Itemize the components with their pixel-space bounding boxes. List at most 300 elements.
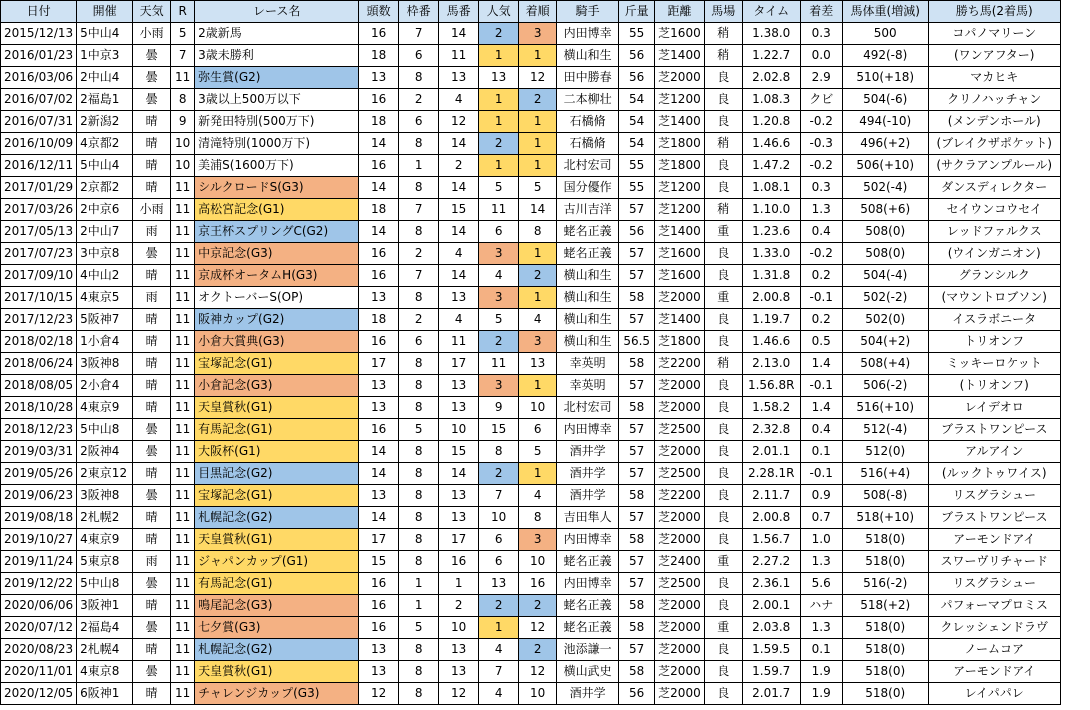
cell-kinryo: 57 bbox=[619, 375, 655, 397]
cell-kinryo: 57 bbox=[619, 639, 655, 661]
cell-race-name: 天皇賞秋(G1) bbox=[195, 397, 359, 419]
cell-date: 2016/07/31 bbox=[1, 111, 77, 133]
cell-margin: -0.1 bbox=[800, 463, 842, 485]
cell-weather: 晴 bbox=[133, 265, 171, 287]
cell-weather: 曇 bbox=[133, 89, 171, 111]
cell-weight: 508(+4) bbox=[842, 353, 928, 375]
cell-race-number: 11 bbox=[171, 243, 195, 265]
cell-finish: 1 bbox=[519, 287, 557, 309]
cell-popularity: 2 bbox=[479, 133, 519, 155]
cell-track: 良 bbox=[704, 309, 742, 331]
cell-venue: 5中山8 bbox=[77, 419, 133, 441]
cell-winner: (マウントロブソン) bbox=[928, 287, 1060, 309]
cell-track: 良 bbox=[704, 397, 742, 419]
cell-popularity: 6 bbox=[479, 551, 519, 573]
table-row bbox=[1, 67, 1061, 89]
cell-race-number: 11 bbox=[171, 375, 195, 397]
cell-track: 良 bbox=[704, 463, 742, 485]
cell-track: 良 bbox=[704, 375, 742, 397]
cell-waku: 8 bbox=[399, 485, 439, 507]
cell-popularity: 3 bbox=[479, 287, 519, 309]
cell-weight: 502(-2) bbox=[842, 287, 928, 309]
cell-race-name: チャレンジカップ(G3) bbox=[195, 683, 359, 705]
cell-distance: 芝2000 bbox=[655, 529, 705, 551]
table-row bbox=[1, 287, 1061, 309]
cell-waku: 8 bbox=[399, 375, 439, 397]
table-row bbox=[1, 419, 1061, 441]
cell-race-name: 札幌記念(G2) bbox=[195, 507, 359, 529]
cell-distance: 芝2000 bbox=[655, 639, 705, 661]
cell-track: 良 bbox=[704, 639, 742, 661]
cell-distance: 芝2200 bbox=[655, 353, 705, 375]
table-row bbox=[1, 441, 1061, 463]
table-row bbox=[1, 199, 1061, 221]
cell-waku: 6 bbox=[399, 45, 439, 67]
cell-heads: 15 bbox=[359, 551, 399, 573]
cell-popularity: 1 bbox=[479, 617, 519, 639]
cell-winner: アーモンドアイ bbox=[928, 661, 1060, 683]
cell-track: 良 bbox=[704, 331, 742, 353]
cell-umaban: 2 bbox=[439, 595, 479, 617]
cell-jockey: 国分優作 bbox=[557, 177, 619, 199]
cell-umaban: 10 bbox=[439, 617, 479, 639]
cell-finish: 13 bbox=[519, 353, 557, 375]
cell-venue: 2新潟2 bbox=[77, 111, 133, 133]
cell-date: 2020/11/01 bbox=[1, 661, 77, 683]
cell-umaban: 13 bbox=[439, 287, 479, 309]
cell-winner: (ルックトゥワイス) bbox=[928, 463, 1060, 485]
table-row bbox=[1, 551, 1061, 573]
cell-distance: 芝2000 bbox=[655, 617, 705, 639]
cell-jockey: 酒井学 bbox=[557, 463, 619, 485]
cell-winner: (ブレイクザポケット) bbox=[928, 133, 1060, 155]
cell-track: 良 bbox=[704, 441, 742, 463]
cell-weather: 晴 bbox=[133, 595, 171, 617]
cell-heads: 16 bbox=[359, 573, 399, 595]
cell-waku: 1 bbox=[399, 155, 439, 177]
cell-kinryo: 57 bbox=[619, 243, 655, 265]
cell-finish: 14 bbox=[519, 199, 557, 221]
cell-distance: 芝2000 bbox=[655, 683, 705, 705]
cell-time: 1.56.7 bbox=[742, 529, 800, 551]
cell-umaban: 11 bbox=[439, 45, 479, 67]
cell-time: 2.00.8 bbox=[742, 507, 800, 529]
cell-winner: ノームコア bbox=[928, 639, 1060, 661]
cell-date: 2015/12/13 bbox=[1, 23, 77, 45]
cell-umaban: 14 bbox=[439, 177, 479, 199]
cell-winner: (メンデンホール) bbox=[928, 111, 1060, 133]
cell-distance: 芝1200 bbox=[655, 177, 705, 199]
cell-margin: 0.3 bbox=[800, 23, 842, 45]
cell-kinryo: 57 bbox=[619, 441, 655, 463]
cell-popularity: 13 bbox=[479, 573, 519, 595]
table-row bbox=[1, 661, 1061, 683]
cell-heads: 16 bbox=[359, 89, 399, 111]
cell-time: 1.46.6 bbox=[742, 133, 800, 155]
cell-winner: コパノマリーン bbox=[928, 23, 1060, 45]
cell-weather: 晴 bbox=[133, 309, 171, 331]
cell-heads: 17 bbox=[359, 353, 399, 375]
cell-waku: 8 bbox=[399, 529, 439, 551]
cell-race-name: 清滝特別(1000万下) bbox=[195, 133, 359, 155]
cell-weight: 518(0) bbox=[842, 661, 928, 683]
cell-race-number: 11 bbox=[171, 661, 195, 683]
cell-umaban: 13 bbox=[439, 397, 479, 419]
cell-date: 2020/08/23 bbox=[1, 639, 77, 661]
cell-margin: 0.4 bbox=[800, 419, 842, 441]
cell-date: 2019/10/27 bbox=[1, 529, 77, 551]
cell-finish: 1 bbox=[519, 111, 557, 133]
cell-weight: 504(-4) bbox=[842, 265, 928, 287]
cell-kinryo: 57 bbox=[619, 419, 655, 441]
cell-venue: 2福島1 bbox=[77, 89, 133, 111]
cell-popularity: 1 bbox=[479, 155, 519, 177]
header-race-number: R bbox=[171, 1, 195, 23]
cell-race-number: 8 bbox=[171, 89, 195, 111]
cell-time: 1.59.7 bbox=[742, 661, 800, 683]
cell-kinryo: 58 bbox=[619, 617, 655, 639]
cell-venue: 2中山7 bbox=[77, 221, 133, 243]
cell-kinryo: 55 bbox=[619, 23, 655, 45]
cell-date: 2016/01/23 bbox=[1, 45, 77, 67]
cell-winner: (ウインガニオン) bbox=[928, 243, 1060, 265]
table-row bbox=[1, 89, 1061, 111]
header-popularity: 人気 bbox=[479, 1, 519, 23]
cell-finish: 8 bbox=[519, 221, 557, 243]
cell-weight: 518(+2) bbox=[842, 595, 928, 617]
cell-margin: 1.9 bbox=[800, 661, 842, 683]
cell-kinryo: 56 bbox=[619, 45, 655, 67]
cell-venue: 4東京9 bbox=[77, 397, 133, 419]
header-distance: 距離 bbox=[655, 1, 705, 23]
cell-kinryo: 58 bbox=[619, 287, 655, 309]
cell-margin: -0.2 bbox=[800, 243, 842, 265]
cell-time: 1.59.5 bbox=[742, 639, 800, 661]
cell-race-name: 3歳以上500万以下 bbox=[195, 89, 359, 111]
cell-winner: グランシルク bbox=[928, 265, 1060, 287]
cell-umaban: 15 bbox=[439, 199, 479, 221]
cell-distance: 芝2400 bbox=[655, 551, 705, 573]
table-header bbox=[1, 1, 1061, 23]
cell-weather: 小雨 bbox=[133, 23, 171, 45]
header-row bbox=[1, 1, 1061, 23]
cell-popularity: 7 bbox=[479, 485, 519, 507]
cell-kinryo: 57 bbox=[619, 463, 655, 485]
cell-weight: 512(-4) bbox=[842, 419, 928, 441]
cell-time: 2.03.8 bbox=[742, 617, 800, 639]
cell-time: 2.27.2 bbox=[742, 551, 800, 573]
cell-heads: 13 bbox=[359, 661, 399, 683]
cell-race-number: 11 bbox=[171, 551, 195, 573]
cell-margin: -0.1 bbox=[800, 375, 842, 397]
cell-winner: イスラボニータ bbox=[928, 309, 1060, 331]
cell-jockey: 内田博幸 bbox=[557, 529, 619, 551]
cell-weight: 496(+2) bbox=[842, 133, 928, 155]
cell-kinryo: 57 bbox=[619, 551, 655, 573]
cell-track: 良 bbox=[704, 265, 742, 287]
cell-time: 1.58.2 bbox=[742, 397, 800, 419]
cell-weather: 曇 bbox=[133, 661, 171, 683]
cell-race-number: 11 bbox=[171, 177, 195, 199]
cell-track: 良 bbox=[704, 661, 742, 683]
cell-jockey: 北村宏司 bbox=[557, 155, 619, 177]
cell-race-number: 11 bbox=[171, 529, 195, 551]
cell-date: 2020/07/12 bbox=[1, 617, 77, 639]
cell-winner: (トリオンフ) bbox=[928, 375, 1060, 397]
cell-winner: レイデオロ bbox=[928, 397, 1060, 419]
cell-popularity: 1 bbox=[479, 89, 519, 111]
cell-race-name: 宝塚記念(G1) bbox=[195, 353, 359, 375]
cell-venue: 1小倉4 bbox=[77, 331, 133, 353]
cell-heads: 13 bbox=[359, 397, 399, 419]
cell-race-name: 3歳未勝利 bbox=[195, 45, 359, 67]
table-row bbox=[1, 265, 1061, 287]
cell-track: 良 bbox=[704, 573, 742, 595]
cell-jockey: 横山和生 bbox=[557, 45, 619, 67]
cell-heads: 13 bbox=[359, 375, 399, 397]
cell-umaban: 14 bbox=[439, 265, 479, 287]
cell-popularity: 5 bbox=[479, 309, 519, 331]
cell-winner: トリオンフ bbox=[928, 331, 1060, 353]
cell-winner: レッドファルクス bbox=[928, 221, 1060, 243]
header-margin: 着差 bbox=[800, 1, 842, 23]
cell-jockey: 横山和生 bbox=[557, 309, 619, 331]
cell-finish: 3 bbox=[519, 529, 557, 551]
header-kinryo: 斤量 bbox=[619, 1, 655, 23]
table-row bbox=[1, 397, 1061, 419]
cell-weight: 518(0) bbox=[842, 551, 928, 573]
cell-umaban: 17 bbox=[439, 353, 479, 375]
cell-venue: 5中山8 bbox=[77, 573, 133, 595]
cell-weight: 506(+10) bbox=[842, 155, 928, 177]
cell-margin: 5.6 bbox=[800, 573, 842, 595]
cell-venue: 2札幌2 bbox=[77, 507, 133, 529]
cell-kinryo: 55 bbox=[619, 177, 655, 199]
cell-time: 2.01.7 bbox=[742, 683, 800, 705]
cell-date: 2017/10/15 bbox=[1, 287, 77, 309]
cell-winner: アーモンドアイ bbox=[928, 529, 1060, 551]
cell-winner: ミッキーロケット bbox=[928, 353, 1060, 375]
cell-race-name: 阪神カップ(G2) bbox=[195, 309, 359, 331]
cell-finish: 1 bbox=[519, 45, 557, 67]
cell-kinryo: 57 bbox=[619, 309, 655, 331]
cell-heads: 16 bbox=[359, 331, 399, 353]
cell-waku: 8 bbox=[399, 463, 439, 485]
cell-waku: 8 bbox=[399, 683, 439, 705]
cell-date: 2019/06/23 bbox=[1, 485, 77, 507]
cell-weight: 494(-10) bbox=[842, 111, 928, 133]
cell-weight: 502(0) bbox=[842, 309, 928, 331]
cell-margin: -0.1 bbox=[800, 287, 842, 309]
cell-weather: 曇 bbox=[133, 485, 171, 507]
cell-race-name: ジャパンカップ(G1) bbox=[195, 551, 359, 573]
cell-finish: 12 bbox=[519, 661, 557, 683]
cell-heads: 14 bbox=[359, 507, 399, 529]
cell-distance: 芝2000 bbox=[655, 661, 705, 683]
cell-heads: 14 bbox=[359, 441, 399, 463]
cell-venue: 4京都2 bbox=[77, 133, 133, 155]
cell-race-name: 七夕賞(G3) bbox=[195, 617, 359, 639]
cell-race-number: 5 bbox=[171, 23, 195, 45]
cell-jockey: 酒井学 bbox=[557, 441, 619, 463]
cell-kinryo: 54 bbox=[619, 89, 655, 111]
cell-waku: 8 bbox=[399, 441, 439, 463]
cell-winner: マカヒキ bbox=[928, 67, 1060, 89]
table-row bbox=[1, 23, 1061, 45]
cell-finish: 2 bbox=[519, 639, 557, 661]
cell-finish: 1 bbox=[519, 133, 557, 155]
cell-distance: 芝2200 bbox=[655, 485, 705, 507]
cell-popularity: 3 bbox=[479, 375, 519, 397]
cell-finish: 10 bbox=[519, 551, 557, 573]
cell-weight: 508(0) bbox=[842, 221, 928, 243]
cell-weight: 508(0) bbox=[842, 243, 928, 265]
cell-heads: 13 bbox=[359, 639, 399, 661]
cell-heads: 16 bbox=[359, 265, 399, 287]
cell-date: 2017/01/29 bbox=[1, 177, 77, 199]
cell-distance: 芝1600 bbox=[655, 243, 705, 265]
header-weight: 馬体重(増減) bbox=[842, 1, 928, 23]
cell-date: 2018/10/28 bbox=[1, 397, 77, 419]
header-jockey: 騎手 bbox=[557, 1, 619, 23]
cell-margin: 1.4 bbox=[800, 353, 842, 375]
cell-heads: 13 bbox=[359, 485, 399, 507]
cell-winner: パフォーマプロミス bbox=[928, 595, 1060, 617]
cell-jockey: 蛯名正義 bbox=[557, 221, 619, 243]
cell-popularity: 6 bbox=[479, 221, 519, 243]
cell-umaban: 10 bbox=[439, 419, 479, 441]
cell-distance: 芝2000 bbox=[655, 507, 705, 529]
cell-weather: 晴 bbox=[133, 375, 171, 397]
table-row bbox=[1, 133, 1061, 155]
cell-jockey: 古川吉洋 bbox=[557, 199, 619, 221]
header-venue: 開催 bbox=[77, 1, 133, 23]
cell-margin: 1.3 bbox=[800, 199, 842, 221]
cell-margin: 1.4 bbox=[800, 397, 842, 419]
cell-venue: 3阪神8 bbox=[77, 485, 133, 507]
cell-heads: 14 bbox=[359, 133, 399, 155]
cell-race-name: 小倉大賞典(G3) bbox=[195, 331, 359, 353]
cell-finish: 2 bbox=[519, 89, 557, 111]
cell-popularity: 2 bbox=[479, 331, 519, 353]
cell-race-number: 11 bbox=[171, 67, 195, 89]
cell-umaban: 14 bbox=[439, 133, 479, 155]
cell-margin: 0.1 bbox=[800, 639, 842, 661]
cell-weather: 晴 bbox=[133, 353, 171, 375]
cell-race-name: 小倉記念(G3) bbox=[195, 375, 359, 397]
cell-waku: 8 bbox=[399, 639, 439, 661]
cell-weather: 曇 bbox=[133, 441, 171, 463]
cell-margin: 0.9 bbox=[800, 485, 842, 507]
cell-date: 2017/07/23 bbox=[1, 243, 77, 265]
cell-heads: 16 bbox=[359, 23, 399, 45]
cell-waku: 6 bbox=[399, 331, 439, 353]
cell-jockey: 横山和生 bbox=[557, 287, 619, 309]
cell-weight: 518(0) bbox=[842, 529, 928, 551]
cell-race-number: 11 bbox=[171, 639, 195, 661]
table-row bbox=[1, 155, 1061, 177]
cell-umaban: 4 bbox=[439, 243, 479, 265]
cell-jockey: 蛯名正義 bbox=[557, 617, 619, 639]
cell-weight: 516(+4) bbox=[842, 463, 928, 485]
table-row bbox=[1, 243, 1061, 265]
cell-weight: 516(-2) bbox=[842, 573, 928, 595]
cell-kinryo: 58 bbox=[619, 353, 655, 375]
cell-winner: スワーヴリチャード bbox=[928, 551, 1060, 573]
cell-weight: 500 bbox=[842, 23, 928, 45]
cell-waku: 2 bbox=[399, 89, 439, 111]
cell-popularity: 8 bbox=[479, 441, 519, 463]
cell-race-number: 11 bbox=[171, 573, 195, 595]
cell-popularity: 2 bbox=[479, 23, 519, 45]
cell-race-number: 11 bbox=[171, 397, 195, 419]
cell-umaban: 13 bbox=[439, 67, 479, 89]
cell-race-name: 目黒記念(G2) bbox=[195, 463, 359, 485]
cell-waku: 8 bbox=[399, 133, 439, 155]
cell-heads: 18 bbox=[359, 111, 399, 133]
cell-track: 稍 bbox=[704, 133, 742, 155]
cell-margin: 0.2 bbox=[800, 265, 842, 287]
cell-date: 2016/03/06 bbox=[1, 67, 77, 89]
cell-umaban: 13 bbox=[439, 485, 479, 507]
cell-jockey: 石橋脩 bbox=[557, 111, 619, 133]
cell-track: 良 bbox=[704, 177, 742, 199]
cell-popularity: 11 bbox=[479, 353, 519, 375]
cell-track: 良 bbox=[704, 89, 742, 111]
cell-margin: 1.0 bbox=[800, 529, 842, 551]
cell-venue: 5東京8 bbox=[77, 551, 133, 573]
cell-venue: 5阪神7 bbox=[77, 309, 133, 331]
cell-winner: セイウンコウセイ bbox=[928, 199, 1060, 221]
cell-finish: 8 bbox=[519, 507, 557, 529]
cell-heads: 13 bbox=[359, 67, 399, 89]
cell-kinryo: 58 bbox=[619, 485, 655, 507]
cell-umaban: 1 bbox=[439, 573, 479, 595]
cell-umaban: 14 bbox=[439, 221, 479, 243]
cell-race-number: 7 bbox=[171, 45, 195, 67]
cell-kinryo: 58 bbox=[619, 397, 655, 419]
cell-heads: 16 bbox=[359, 243, 399, 265]
table-row bbox=[1, 353, 1061, 375]
cell-margin: -0.3 bbox=[800, 133, 842, 155]
cell-race-name: 中京記念(G3) bbox=[195, 243, 359, 265]
cell-distance: 芝2500 bbox=[655, 463, 705, 485]
cell-race-number: 10 bbox=[171, 155, 195, 177]
cell-heads: 16 bbox=[359, 617, 399, 639]
cell-margin: 0.5 bbox=[800, 331, 842, 353]
cell-race-number: 11 bbox=[171, 441, 195, 463]
cell-jockey: 内田博幸 bbox=[557, 23, 619, 45]
header-time: タイム bbox=[742, 1, 800, 23]
cell-popularity: 9 bbox=[479, 397, 519, 419]
cell-race-name: 有馬記念(G1) bbox=[195, 573, 359, 595]
cell-popularity: 3 bbox=[479, 243, 519, 265]
table-row bbox=[1, 45, 1061, 67]
cell-distance: 芝1400 bbox=[655, 111, 705, 133]
cell-time: 1.08.1 bbox=[742, 177, 800, 199]
cell-time: 1.46.6 bbox=[742, 331, 800, 353]
cell-margin: -0.2 bbox=[800, 111, 842, 133]
cell-jockey: 吉田隼人 bbox=[557, 507, 619, 529]
cell-weight: 506(-2) bbox=[842, 375, 928, 397]
cell-venue: 3中京8 bbox=[77, 243, 133, 265]
cell-track: 良 bbox=[704, 111, 742, 133]
cell-waku: 1 bbox=[399, 573, 439, 595]
cell-venue: 4東京9 bbox=[77, 529, 133, 551]
cell-date: 2019/08/18 bbox=[1, 507, 77, 529]
cell-time: 2.28.1R bbox=[742, 463, 800, 485]
cell-weather: 曇 bbox=[133, 243, 171, 265]
